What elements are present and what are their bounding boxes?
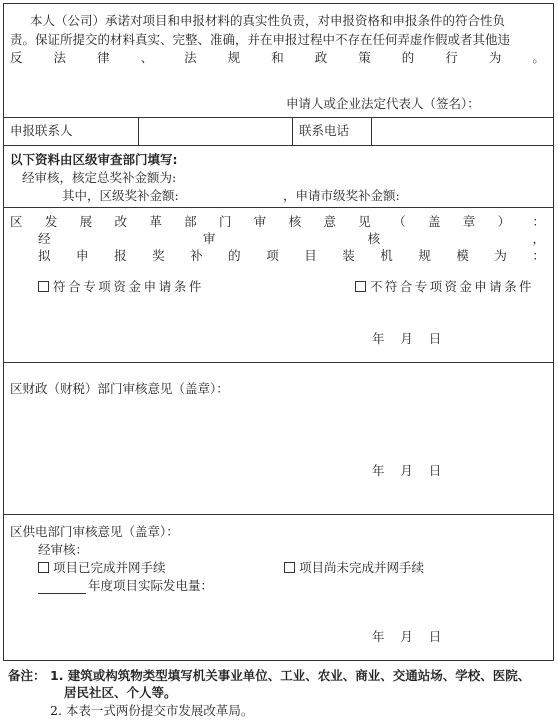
row-divider [4,207,553,208]
note-1-line-2: 居民社区、个人等。 [64,685,177,700]
row-divider [4,362,553,363]
note-1-line-1: 1. 建筑或构筑物类型填写机关事业单位、工业、农业、商业、交通站场、学校、医院、 [50,668,531,683]
dev-reform-title: 区 发 展 改 革 部 门 审 核 意 见 （ 盖 章 ） ： [10,214,545,229]
row-divider [4,145,553,146]
district-amount-label: 其中，区级奖补金额: [62,188,179,203]
power-verified-label: 经审核： [38,542,89,557]
dev-reform-capacity: 拟 申 报 奖 补 的 项 目 装 机 规 模 为 ： [38,248,545,263]
commitment-line-3: 反 法 律 、 法 规 和 政 策 的 行 为 。 [10,50,545,65]
year-blank[interactable] [38,581,86,594]
contact-phone-label: 联系电话 [299,123,350,138]
commitment-line-2: 责。保证所提交的材料真实、完整、准确，并在申报过程中不存在任何弄虚作假或者其他违 [10,32,511,47]
verified-total-label: 经审核，核定总奖补金额为: [22,170,177,185]
power-date: 年 月 日 [372,629,442,644]
option-not-eligible[interactable]: 不符合专项资金申请条件 [355,279,534,295]
notes-prefix: 备注： [8,668,46,683]
checkbox[interactable] [355,281,366,292]
dev-reform-verified: 经 审 核 ， [38,231,545,246]
annual-generation-line: 年度项目实际发电量： [38,578,213,594]
checkbox[interactable] [284,562,295,573]
district-review-title: 以下资料由区级审查部门填写: [10,152,178,167]
signature-label: 申请人或企业法定代表人（签名）： [286,96,480,111]
option-grid-done[interactable]: 项目已完成并网手续 [38,560,166,576]
option-eligible[interactable]: 符合专项资金申请条件 [38,279,204,295]
checkbox[interactable] [38,281,49,292]
contact-phone-field[interactable] [372,118,550,144]
contact-person-field[interactable] [139,118,291,144]
commitment-line-1: 本人（公司）承诺对项目和申报材料的真实性负责，对申报资格和申报条件的符合性负 [30,13,506,28]
option-grid-not-done[interactable]: 项目尚未完成并网手续 [284,560,424,576]
note-2: 2. 本表一式两份提交市发展改革局。 [50,703,254,718]
checkbox[interactable] [38,562,49,573]
application-form-table [3,3,554,661]
finance-review-title: 区财政（财税）部门审核意见（盖章）： [10,381,229,396]
row-divider [4,514,553,515]
city-amount-label: ，申请市级奖补金额: [283,188,400,203]
cell-divider [292,117,293,145]
contact-person-label: 申报联系人 [10,123,73,138]
dev-reform-date: 年 月 日 [372,331,442,346]
finance-date: 年 月 日 [372,463,442,478]
power-review-title: 区供电部门审核意见（盖章）： [10,524,179,539]
